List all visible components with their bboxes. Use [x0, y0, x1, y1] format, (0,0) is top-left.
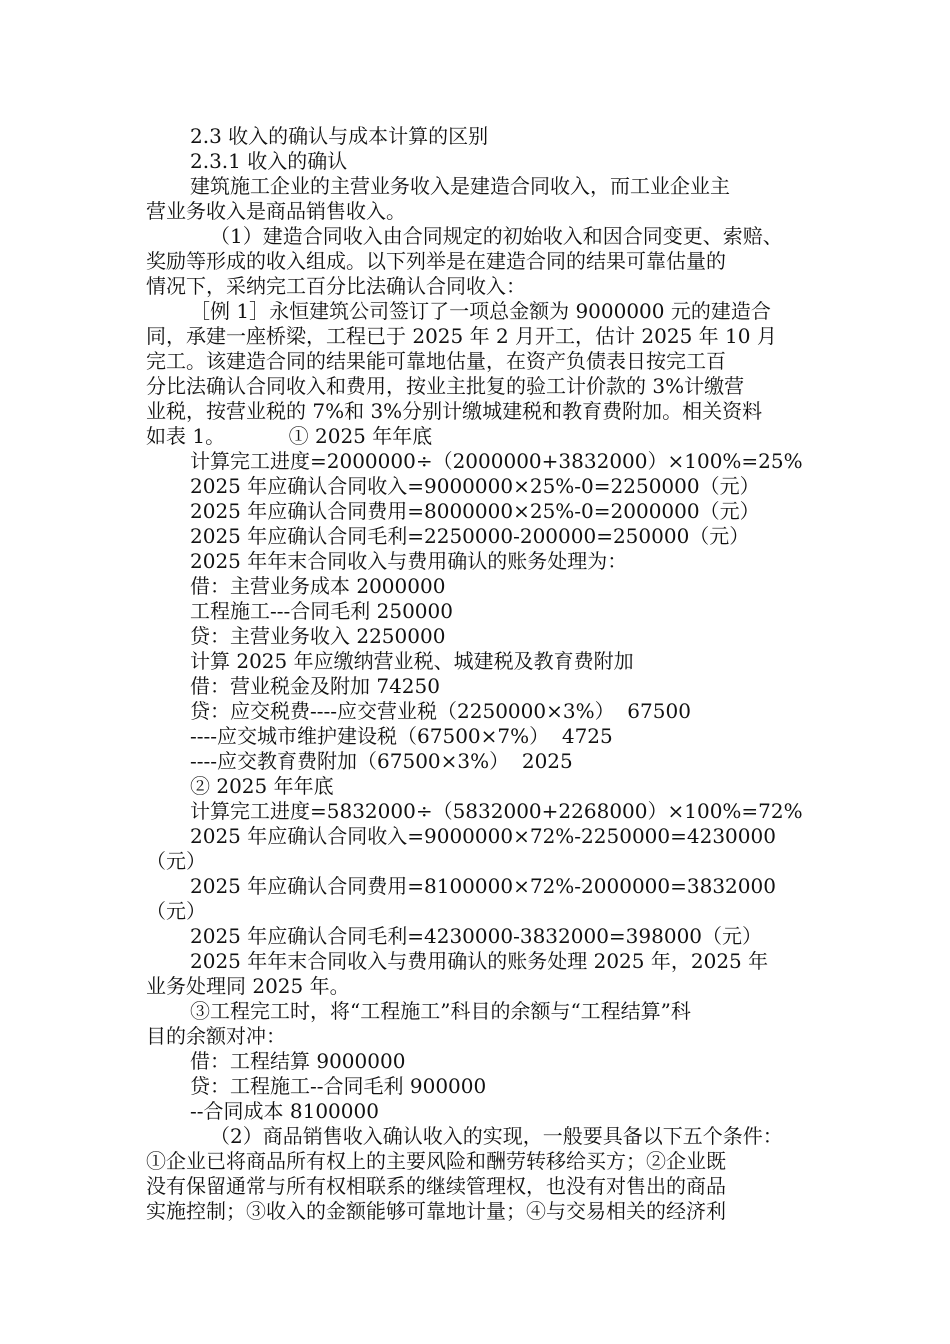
- calculation-line: 计算完工进度=5832000÷（5832000+2268000）×100%=72%: [190, 799, 803, 823]
- journal-entry-line: ----应交教育费附加（67500×3%） 2025: [190, 749, 573, 773]
- journal-entry-line: --合同成本 8100000: [190, 1099, 379, 1123]
- paragraph-line: ①企业已将商品所有权上的主要风险和酬劳转移给买方；②企业既: [146, 1149, 726, 1173]
- calculation-line: 2025 年应确认合同毛利=4230000-3832000=398000（元）: [190, 924, 763, 948]
- paragraph-line: 情况下，采纳完工百分比法确认合同收入：: [146, 274, 526, 298]
- paragraph-line: 业税，按营业税的 7%和 3%分别计缴城建税和教育费附加。相关资料: [146, 399, 763, 423]
- journal-entry-line: 贷：应交税费----应交营业税（2250000×3%） 67500: [190, 699, 691, 723]
- paragraph-line: ③工程完工时，将“工程施工”科目的余额与“工程结算”科: [190, 999, 691, 1023]
- journal-entry-line: ----应交城市维护建设税（67500×7%） 4725: [190, 724, 613, 748]
- paragraph-line: 目的余额对冲：: [146, 1024, 286, 1048]
- paragraph-line: 完工。该建造合同的结果能可靠地估量，在资产负债表日按完工百: [146, 349, 726, 373]
- paragraph-line: 营业务收入是商品销售收入。: [146, 199, 406, 223]
- journal-entry-line: 借：营业税金及附加 74250: [190, 674, 440, 698]
- calculation-line: 2025 年应确认合同收入=9000000×25%-0=2250000（元）: [190, 474, 760, 498]
- paragraph-line: 同，承建一座桥梁，工程已于 2025 年 2 月开工，估计 2025 年 10 月: [146, 324, 777, 348]
- subsection-heading: 2.3.1 收入的确认: [190, 149, 348, 173]
- calculation-line: 2025 年应确认合同毛利=2250000-200000=250000（元）: [190, 524, 750, 548]
- journal-entry-line: 借：工程结算 9000000: [190, 1049, 406, 1073]
- calculation-line: （元）: [146, 849, 206, 873]
- paragraph-line: 建筑施工企业的主营业务收入是建造合同收入，而工业企业主: [190, 174, 730, 198]
- paragraph-line: 计算 2025 年应缴纳营业税、城建税及教育费附加: [190, 649, 634, 673]
- example-line: ［例 1］永恒建筑公司签订了一项总金额为 9000000 元的建造合: [190, 299, 771, 323]
- paragraph-line: ② 2025 年年底: [190, 774, 334, 798]
- paragraph-line: 如表 1。 ① 2025 年年底: [146, 424, 433, 448]
- paragraph-line: 没有保留通常与所有权相联系的继续管理权，也没有对售出的商品: [146, 1174, 726, 1198]
- journal-entry-line: 借：主营业务成本 2000000: [190, 574, 446, 598]
- calculation-line: 2025 年应确认合同收入=9000000×72%-2250000=4230000: [190, 824, 776, 848]
- paragraph-line: 2025 年年末合同收入与费用确认的账务处理为：: [190, 549, 628, 573]
- journal-entry-line: 工程施工---合同毛利 250000: [190, 599, 453, 623]
- calculation-line: 2025 年应确认合同费用=8100000×72%-2000000=3832000: [190, 874, 776, 898]
- paragraph-line: 2025 年年末合同收入与费用确认的账务处理 2025 年，2025 年: [190, 949, 769, 973]
- paragraph-line: 实施控制；③收入的金额能够可靠地计量；④与交易相关的经济利: [146, 1199, 726, 1223]
- calculation-line: （元）: [146, 899, 206, 923]
- paragraph-line: 分比法确认合同收入和费用，按业主批复的验工计价款的 3%计缴营: [146, 374, 745, 398]
- paragraph-line: （1）建造合同收入由合同规定的初始收入和因合同变更、索赔、: [210, 224, 783, 248]
- paragraph-line: （2）商品销售收入确认收入的实现，一般要具备以下五个条件：: [210, 1124, 783, 1148]
- paragraph-line: 奖励等形成的收入组成。以下列举是在建造合同的结果可靠估量的: [146, 249, 726, 273]
- paragraph-line: 业务处理同 2025 年。: [146, 974, 350, 998]
- calculation-line: 2025 年应确认合同费用=8000000×25%-0=2000000（元）: [190, 499, 760, 523]
- journal-entry-line: 贷：工程施工--合同毛利 900000: [190, 1074, 487, 1098]
- section-heading: 2.3 收入的确认与成本计算的区别: [190, 124, 489, 148]
- calculation-line: 计算完工进度=2000000÷（2000000+3832000）×100%=25%: [190, 449, 803, 473]
- journal-entry-line: 贷：主营业务收入 2250000: [190, 624, 446, 648]
